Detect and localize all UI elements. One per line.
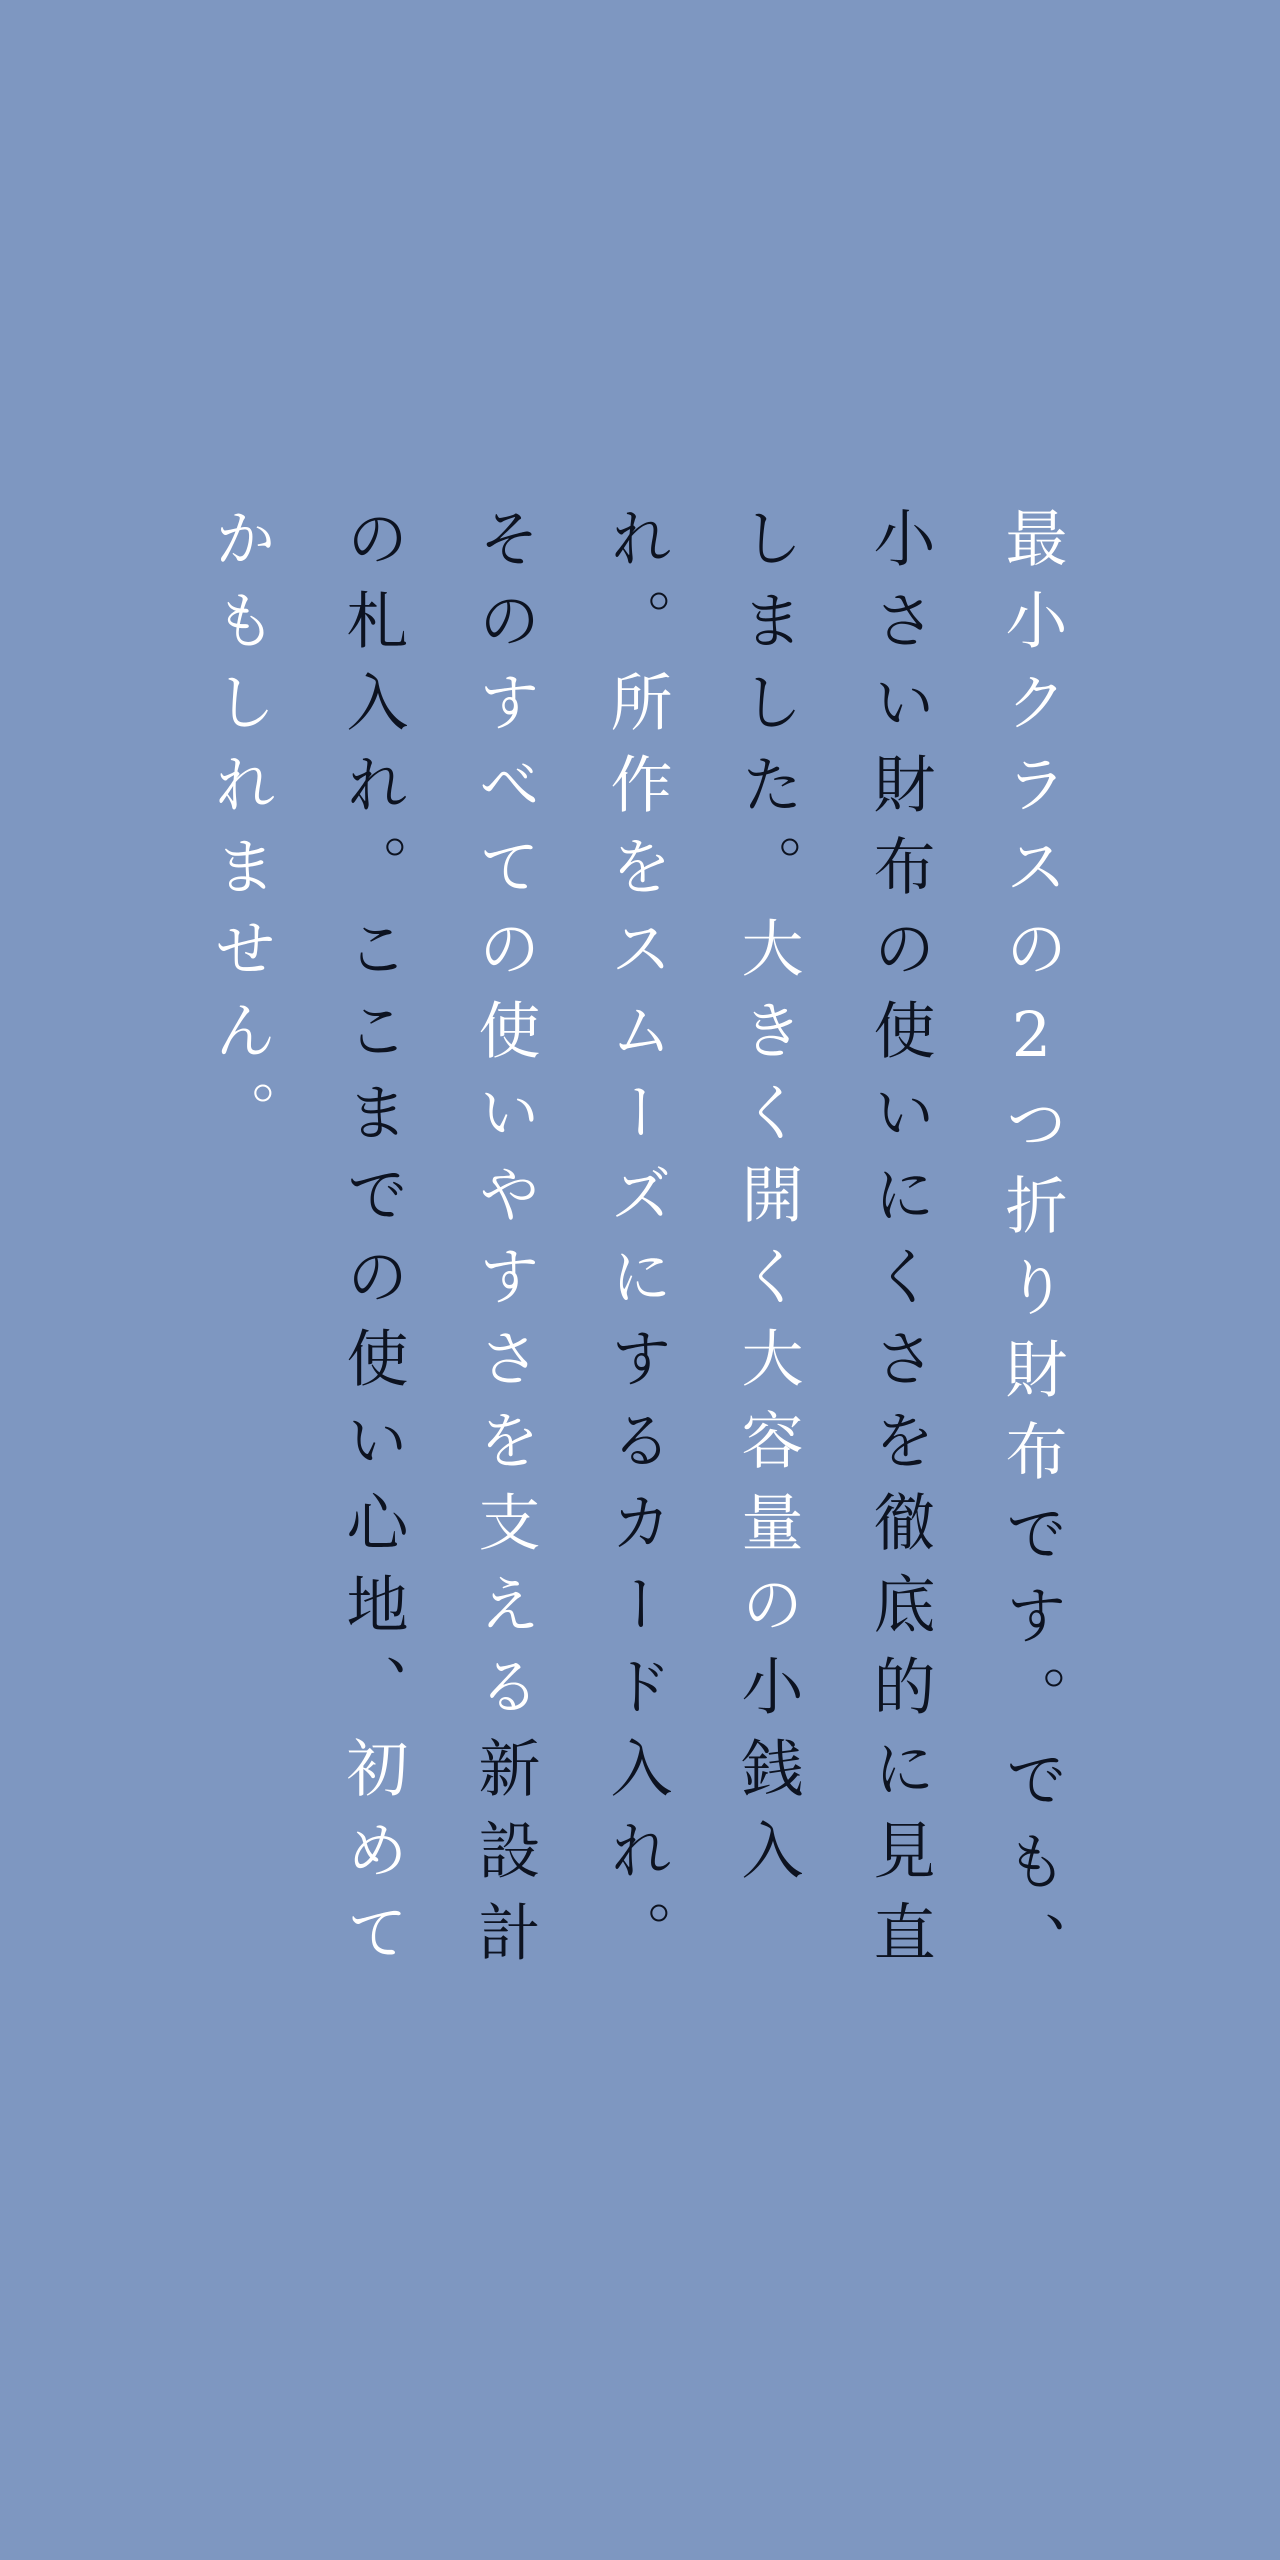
text-segment-white: かもしれません。 [204, 506, 277, 1162]
text-segment-dark: 小さい財布の使いにくさを徹底的に見直 [863, 506, 936, 1982]
text-column-7 [204, 506, 277, 1162]
text-segment-white: 大きく開く大容量の [731, 916, 804, 1654]
text-column-1 [995, 506, 1068, 1993]
text-column-4 [600, 506, 673, 1982]
text-segment-dark: 小銭入 [731, 1654, 804, 1900]
text-segment-dark: するカード入れ。 [600, 1326, 673, 1982]
text-segment-dark: の札入れ。ここまでの使い心地、 [336, 506, 409, 1736]
text-segment-dark: その [468, 506, 541, 670]
text-segment-dark: です。でも、 [995, 1501, 1068, 1993]
text-segment-dark: 新設計 [468, 1736, 541, 1982]
text-segment-white: 初めて [336, 1736, 409, 1982]
text-segment-white: 所作をスムーズに [600, 670, 673, 1326]
text-column-2 [863, 506, 936, 1982]
text-segment-white: 最小クラスの2つ折り財布 [995, 506, 1068, 1501]
text-segment-white: すべての使いやすさを支える [468, 670, 541, 1736]
text-column-5 [468, 506, 541, 1982]
text-column-6 [336, 506, 409, 1982]
text-column-3 [731, 506, 804, 1900]
text-segment-dark: れ。 [600, 506, 673, 670]
text-segment-dark: しました。 [731, 506, 804, 916]
